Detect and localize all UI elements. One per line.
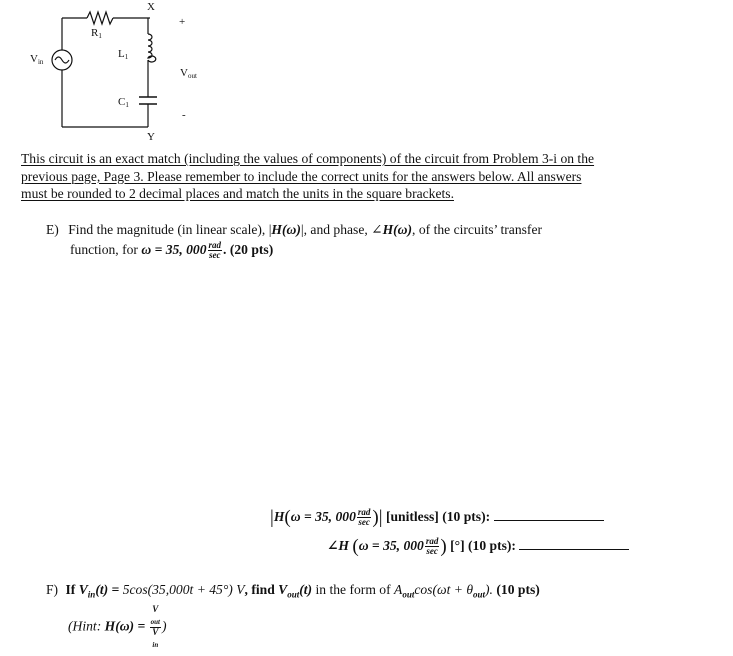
instructions-line-3: must be rounded to 2 decimal places and match the units in the square brackets. [21, 186, 454, 201]
voltage-source-icon [52, 50, 72, 70]
question-f-label: F) [46, 582, 59, 597]
magnitude-answer-blank[interactable] [494, 508, 604, 521]
instructions-line-1: This circuit is an exact match (including the values of components) of the circuit from Problem 3-i on the [21, 151, 595, 166]
l1-label: L1 [118, 48, 129, 61]
circuit-diagram [0, 0, 240, 148]
answer-phase: ∠H (ω = 35, 000 $\frac{\text{rad}}{\sec}$ ) [°] (10 pts): [327, 537, 629, 556]
vin-label: Vin [30, 53, 44, 66]
instructions-line-2: previous page, Page 3. Please remember to include the correct units for the answers below. All answers [21, 168, 582, 184]
vout-minus-label: - [182, 109, 186, 121]
circuit-wires [62, 12, 157, 127]
question-e-label: E) [46, 222, 59, 237]
vout-label: Vout [180, 67, 197, 80]
r1-label: R1 [91, 27, 102, 40]
question-e: E) Find the magnitude (in linear scale), |H(ω)|, and phase, ∠H(ω), of the circuits’ transfer function, for ω = 35, 000 $\frac{\text{rad}}{\sec}$ . (20 pts) [46, 222, 543, 261]
vout-plus-label: + [179, 16, 186, 28]
rad-per-sec-fraction: $\frac{\text{rad}}{\sec}$ [208, 240, 222, 261]
instructions-paragraph [21, 150, 681, 203]
question-f-hint: (Hint: H(ω) = V $_{out}$ V $_{in}$ ) [68, 603, 167, 649]
node-y-label: Y [147, 131, 155, 143]
c1-label: C1 [118, 96, 129, 109]
question-f: F) If $V_{in}(t) = 5\cos(35,000t + 45^\circ)$ V, find $V_{out}(t)$ in the form of $A_{out}\cos(\omega t + \theta_{out})$. (10 pts) (Hint: H(ω) = V $_{out}$ V $_{in}$ ) [46, 581, 726, 649]
answer-magnitude: |H(ω = 35, 000 $\frac{\text{rad}}{\sec}$ )| [unitless] (10 pts): [270, 508, 604, 527]
node-x-label: X [147, 1, 155, 13]
phase-answer-blank[interactable] [519, 537, 629, 550]
